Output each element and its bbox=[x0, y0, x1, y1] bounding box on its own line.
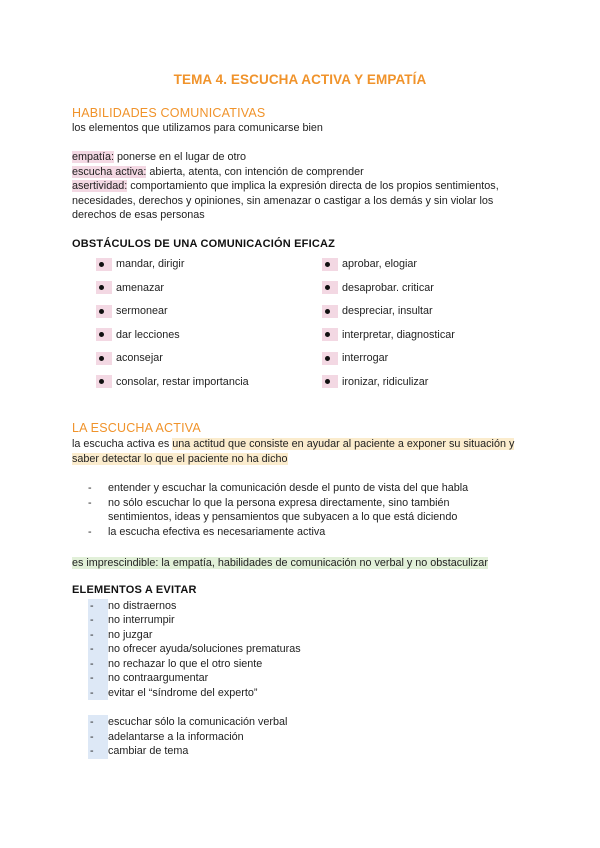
bullet-icon bbox=[96, 328, 112, 341]
obstacle-item: despreciar, insultar bbox=[322, 304, 433, 319]
obstacle-item: interpretar, diagnosticar bbox=[322, 328, 455, 343]
bullet-icon bbox=[96, 281, 112, 294]
obstacle-item: mandar, dirigir bbox=[96, 257, 184, 272]
obstacle-item: aprobar, elogiar bbox=[322, 257, 417, 272]
def-text: abierta, atenta, con intención de comprender bbox=[146, 165, 364, 178]
avoid-item: - no juzgar bbox=[90, 628, 153, 641]
obstacle-item: desaprobar. criticar bbox=[322, 281, 434, 296]
escucha-item: - la escucha efectiva es necesariamente activa bbox=[88, 525, 326, 538]
def-term: escucha activa: bbox=[72, 165, 147, 178]
escucha-item: - no sólo escuchar lo que la persona expresa directamente, sino también sentimientos, ideas y pensamientos que subyacen a lo que está diciendo bbox=[88, 496, 458, 523]
avoid-item: - no rechazar lo que el otro siente bbox=[90, 657, 263, 670]
avoid-item: - no distraernos bbox=[90, 599, 177, 612]
bullet-icon bbox=[96, 352, 112, 365]
habilidades-intro: los elementos que utilizamos para comunicarse bien bbox=[72, 122, 323, 134]
bullet-icon bbox=[96, 258, 112, 271]
obstacle-item: sermonear bbox=[96, 304, 168, 319]
escucha-intro: la escucha activa es una actitud que consiste en ayudar al paciente a exponer su situación y bbox=[72, 438, 515, 450]
bullet-icon bbox=[96, 375, 112, 388]
section-heading-habilidades: HABILIDADES COMUNICATIVAS bbox=[72, 106, 266, 120]
bullet-icon bbox=[322, 375, 338, 388]
avoid-item: - adelantarse a la información bbox=[90, 730, 244, 743]
def-term: asertividad: bbox=[72, 180, 128, 192]
avoid-item: - no contraargumentar bbox=[90, 672, 209, 684]
obstacle-item: ironizar, ridiculizar bbox=[322, 375, 428, 390]
obstacle-item: consolar, restar importancia bbox=[96, 375, 249, 390]
highlighted-text: una actitud que consiste en ayudar al paciente a exponer su situación y bbox=[172, 438, 515, 450]
page-title: TEMA 4. ESCUCHA ACTIVA Y EMPATÍA bbox=[173, 72, 427, 87]
escucha-intro-cont bbox=[72, 452, 542, 467]
avoid-item: - evitar el “síndrome del experto” bbox=[90, 686, 258, 699]
bullet-icon bbox=[322, 281, 338, 294]
section-heading-evitar: ELEMENTOS A EVITAR bbox=[72, 584, 197, 596]
highlighted-text: saber detectar lo que el paciente no ha dicho bbox=[72, 452, 288, 465]
bullet-icon bbox=[322, 305, 338, 318]
def-term: empatía: bbox=[72, 151, 115, 163]
avoid-item: - no ofrecer ayuda/soluciones prematuras bbox=[90, 643, 301, 655]
escucha-note: es imprescindible: la empatía, habilidades de comunicación no verbal y no obstaculizar bbox=[72, 557, 488, 569]
obstacle-item: amenazar bbox=[96, 281, 164, 296]
escucha-item: - entender y escuchar la comunicación desde el punto de vista del que habla bbox=[88, 482, 469, 494]
def-empatia bbox=[72, 150, 542, 165]
def-text: comportamiento que implica la expresión directa de los propios sentimientos, necesidades, derechos y opiniones, sin amenazar o castigar a los demás y sin violar los derechos de esas personas bbox=[72, 180, 499, 221]
def-text: ponerse en el lugar de otro bbox=[114, 151, 247, 163]
def-asertividad bbox=[72, 179, 534, 223]
obstacle-item: interrogar bbox=[322, 351, 388, 366]
avoid-item: - no interrumpir bbox=[90, 614, 175, 626]
section-heading-obstaculos: OBSTÁCULOS DE UNA COMUNICACIÓN EFICAZ bbox=[72, 238, 336, 250]
bullet-icon bbox=[322, 258, 338, 271]
avoid-item: - cambiar de tema bbox=[90, 745, 189, 757]
def-escucha-activa bbox=[72, 165, 542, 180]
avoid-item: - escuchar sólo la comunicación verbal bbox=[90, 716, 288, 728]
bullet-icon bbox=[322, 352, 338, 365]
obstacle-item: dar lecciones bbox=[96, 328, 180, 343]
section-heading-escucha: LA ESCUCHA ACTIVA bbox=[72, 421, 201, 435]
obstacle-item: aconsejar bbox=[96, 351, 163, 366]
bullet-icon bbox=[96, 305, 112, 318]
bullet-icon bbox=[322, 328, 338, 341]
